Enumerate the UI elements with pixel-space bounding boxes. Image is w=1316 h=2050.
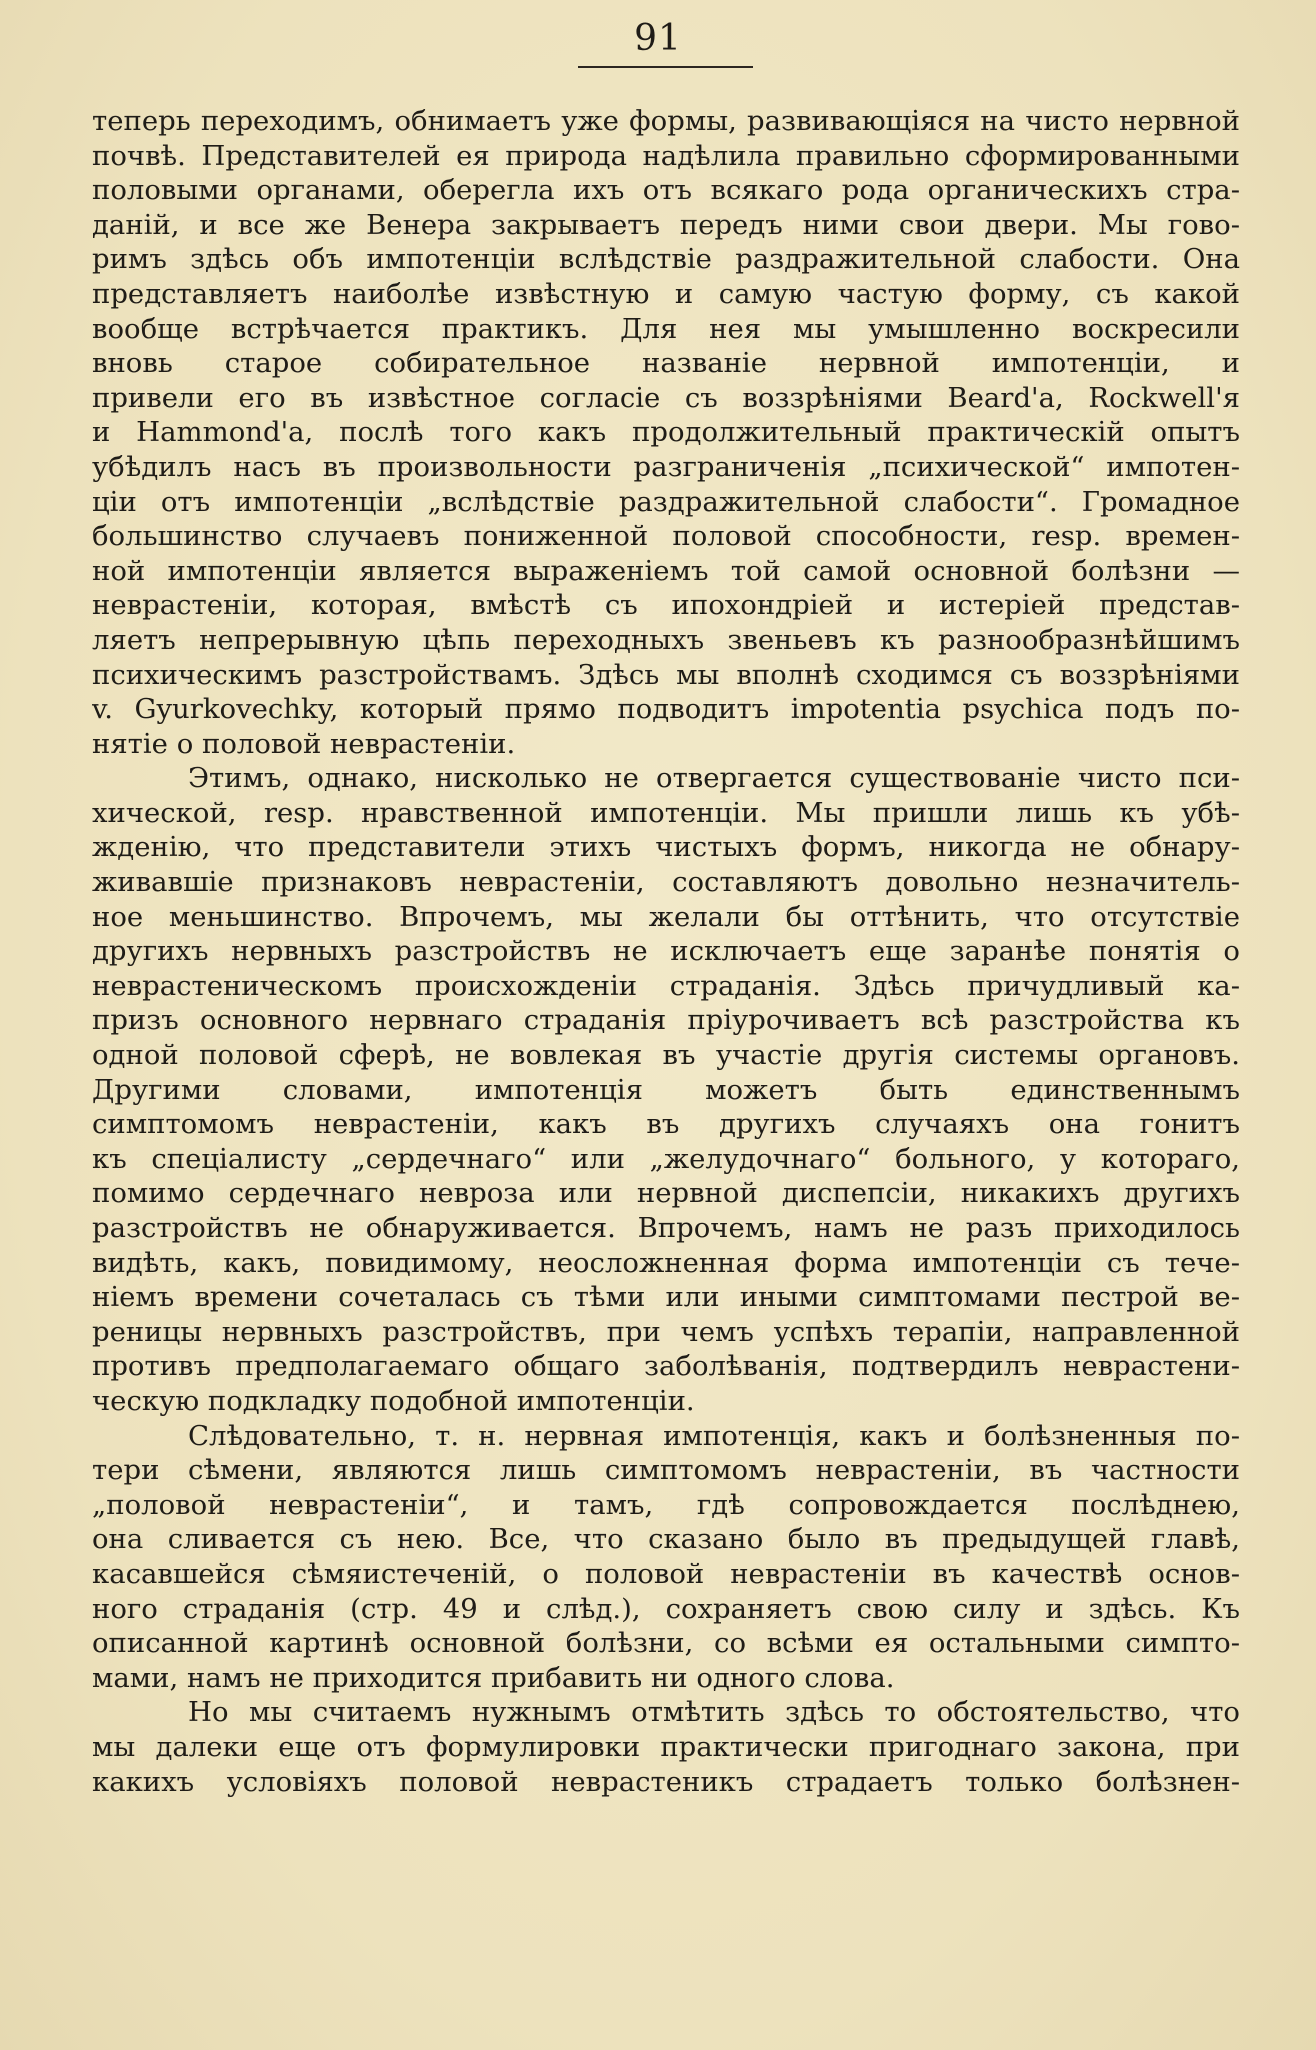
text-line: живавшiе признаковъ неврастенiи, составляютъ довольно незначитель- [92,866,1240,899]
text-line: убѣдилъ насъ въ произвольности разграниченiя „психической“ импотен- [92,450,1240,483]
text-line: описанной картинѣ основной болѣзни, со всѣми ея остальными симпто- [92,1627,1240,1660]
text-line: она сливается съ нею. Все, что сказано было въ предыдущей главѣ, [92,1523,1240,1556]
text-line: неврастенiи, которая, вмѣстѣ съ ипохондрiей и истерiей представ- [92,589,1240,622]
text-line: другихъ нервныхъ разстройствъ не исключаетъ еще заранѣе понятiя о [92,935,1240,968]
text-line: разстройствъ не обнаруживается. Впрочемъ, намъ не разъ приходилось [92,1212,1240,1244]
text-line: ное меньшинство. Впрочемъ, мы желали бы оттѣнить, что отсутствiе [92,900,1240,933]
text-line: римъ здѣсь объ импотенцiи вслѣдствiе раздражительной слабости. Она [92,243,1240,276]
header-rule [578,66,753,68]
text-line: мами, намъ не приходится прибавить ни одного слова. [92,1661,895,1694]
text-line: цiи отъ импотенцiи „вслѣдствiе раздражительной слабости“. Громадное [92,485,1240,518]
text-line: хической, resp. нравственной импотенцiи. Мы пришли лишь къ убѣ- [92,796,1240,829]
text-line: представляетъ наиболѣе извѣстную и самую частую форму, съ какой [92,277,1240,310]
text-line: неврастеническомъ происхожденiи страданiя. Здѣсь причудливый ка- [92,969,1240,1002]
text-line: привели его въ извѣстное согласiе съ воззрѣнiями Beard'а, Rockwell'я [92,381,1240,414]
text-line: къ спецiалисту „сердечнаго“ или „желудочнаго“ больного, у котораго, [92,1142,1240,1175]
text-line: психическимъ разстройствамъ. Здѣсь мы вполнѣ сходимся съ воззрѣнiями [92,658,1240,691]
text-line: „половой неврастенiи“, и тамъ, гдѣ сопровождается послѣднею, [92,1488,1240,1521]
text-line: мы далеки еще отъ формулировки практически пригоднаго закона, при [92,1730,1240,1763]
text-line: v. Gyurkovechky, который прямо подводитъ impotentia psychica подъ по- [92,693,1240,726]
text-line: призъ основного нервнаго страданiя прiурочиваетъ всѣ разстройства къ [92,1004,1240,1037]
text-line: симптомомъ неврастенiи, какъ въ другихъ случаяхъ она гонитъ [92,1108,1240,1141]
text-line: какихъ условiяхъ половой неврастеникъ страдаетъ только болѣзнен- [92,1765,1240,1798]
text-line: Но мы считаемъ нужнымъ отмѣтить здѣсь то обстоятельство, что [188,1696,1240,1729]
text-line: теперь переходимъ, обнимаетъ уже формы, развивающiяся на чисто нервной [92,105,1240,137]
text-line: нiемъ времени сочеталась съ тѣми или иными симптомами пестрой ве- [92,1281,1240,1314]
text-line: нятiе о половой неврастенiи. [92,727,516,760]
text-line: вновь старое собирательное названiе нервной импотенцiи, и [92,347,1240,380]
text-line: почвѣ. Представителей ея природа надѣлила правильно сформированными [92,139,1240,172]
text-line: ного страданiя (стр. 49 и слѣд.), сохраняетъ свою силу и здѣсь. Къ [92,1592,1240,1625]
text-line: реницы нервныхъ разстройствъ, при чемъ успѣхъ терапiи, направленной [92,1315,1240,1348]
text-line: половыми органами, оберегла ихъ отъ всякаго рода органическихъ стра- [92,174,1240,207]
text-line: противъ предполагаемаго общаго заболѣванiя, подтвердилъ неврастени- [92,1350,1240,1383]
text-line: тери сѣмени, являются лишь симптомомъ неврастенiи, въ частности [92,1454,1240,1487]
text-line: касавшейся сѣмяистеченiй, о половой неврастенiи въ качествѣ основ- [92,1557,1240,1590]
page-number: 91 [634,18,682,59]
text-line: одной половой сферѣ, не вовлекая въ участiе другiя системы органовъ. [92,1039,1240,1072]
text-line: ляетъ непрерывную цѣпь переходныхъ звеньевъ къ разнообразнѣйшимъ [92,623,1240,656]
text-line: ческую подкладку подобной импотенцiи. [92,1384,695,1417]
text-line: жденiю, что представители этихъ чистыхъ формъ, никогда не обнару- [92,831,1240,864]
text-line: большинство случаевъ пониженной половой способности, resp. времен- [92,520,1240,553]
body-text [92,104,1240,1799]
text-line: Другими словами, импотенцiя можетъ быть единственнымъ [92,1073,1240,1106]
text-line: вообще встрѣчается практикъ. Для нея мы умышленно воскресили [92,312,1240,345]
text-line: и Hammond'а, послѣ того какъ продолжительный практическiй опытъ [92,416,1240,449]
text-line: ной импотенцiи является выраженiемъ той самой основной болѣзни — [92,554,1240,587]
text-line: Этимъ, однако, нисколько не отвергается существованiе чисто пси- [188,762,1240,795]
text-line: Слѣдовательно, т. н. нервная импотенцiя, какъ и болѣзненныя по- [188,1419,1240,1452]
text-line: данiй, и все же Венера закрываетъ передъ ними свои двери. Мы гово- [92,208,1240,241]
text-line: помимо сердечнаго невроза или нервной диспепсiи, никакихъ другихъ [92,1177,1240,1210]
text-line: видѣть, какъ, повидимому, неосложненная форма импотенцiи съ тече- [92,1246,1240,1279]
